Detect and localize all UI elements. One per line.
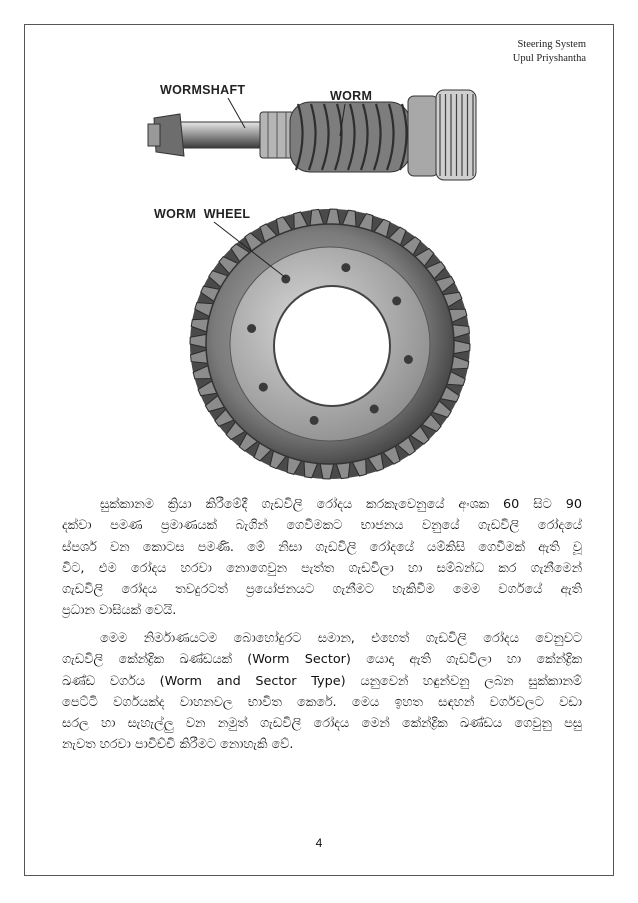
header-author: Upul Priyshantha [512, 53, 586, 64]
bolt [404, 355, 413, 364]
bolt [370, 405, 379, 414]
worm-wheel [190, 209, 470, 479]
label-wormshaft: WORMSHAFT [160, 83, 246, 97]
bolt [247, 324, 256, 333]
worm-gear-illustration [140, 82, 500, 482]
bolt [259, 383, 268, 392]
bearing [408, 90, 476, 180]
label-worm: WORM [330, 89, 373, 103]
worm [290, 102, 410, 172]
bolt [341, 263, 350, 272]
header-title: Steering System [517, 39, 586, 50]
text-line: සරල හා සැහැල්ලු වන නමුත් ගැඩවිලි රෝදය මෙන් කේන්ද්‍රික ඛණ්ඩය ගෙවුනු පසු [62, 716, 582, 732]
page-header [513, 38, 586, 66]
paragraph-1 [62, 494, 582, 622]
text-line: නැවත හරවා පාවිච්චි කිරීමට නොහැකි වේ. [62, 737, 294, 753]
text-line: දක්වා පමණ ප්‍රමාණයක් බැගින් ගෙවීමකට භාජනය වනුයේ ගැඩවිලි රෝදයේ [62, 518, 582, 534]
text-line: පෙට්ටි වර්ගයක්ද වාහනවල භාවිත කෙරේ. මෙය ඉහත සඳහන් වර්ගවලට වඩා [62, 694, 582, 710]
text-line: මෙම නිර්මාණයටම බොහෝදුරට සමාන, එහෙත් ගැඩවිලි රෝදය වෙනුවට [100, 631, 582, 646]
text-line: ස්පර්ශ වන කොටස පමණි. මේ නිසා ගැඩවිලි රෝදයේ යම්කිසි ගෙවීමක් ඇති වූ [62, 539, 582, 555]
text-line: ඛණ්ඩ වර්ගය (Worm and Sector Type) යනුවෙන් හඳුන්වනු ලබන සුක්කානම් [62, 673, 582, 689]
text-line: ප්‍රධාන වාසියක් වෙයි. [62, 603, 177, 619]
paragraph-2 [62, 628, 582, 756]
page-number: 4 [315, 836, 323, 850]
text-line: ගැඩවිලි රෝදය තවදුරටත් ප්‍රයෝජනයට ගැනීමට හැකිවීම මෙම වර්ගයේ ඇති [62, 582, 582, 598]
bolt [392, 296, 401, 305]
text-line: විට, එම රෝදය හරවා නොගෙවුන පැත්ත ගැඩවිලා හා සම්බන්ධ කර ගැනීමෙන් [62, 560, 582, 576]
text-line: ගැඩවිලි කේන්ද්‍රික ඛණ්ඩයක් (Worm Sector) යොදා ඇති ගැඩවිලා හා කේන්ද්‍රික [62, 652, 582, 668]
text-line: සුක්කානම ක්‍රියා කිරීමේදී ගැඩවිලි රෝදය කරකැවෙනුයේ අංශක 60 සිට 90 [100, 497, 582, 512]
label-worm-wheel: WORM WHEEL [154, 207, 251, 221]
bolt [310, 416, 319, 425]
